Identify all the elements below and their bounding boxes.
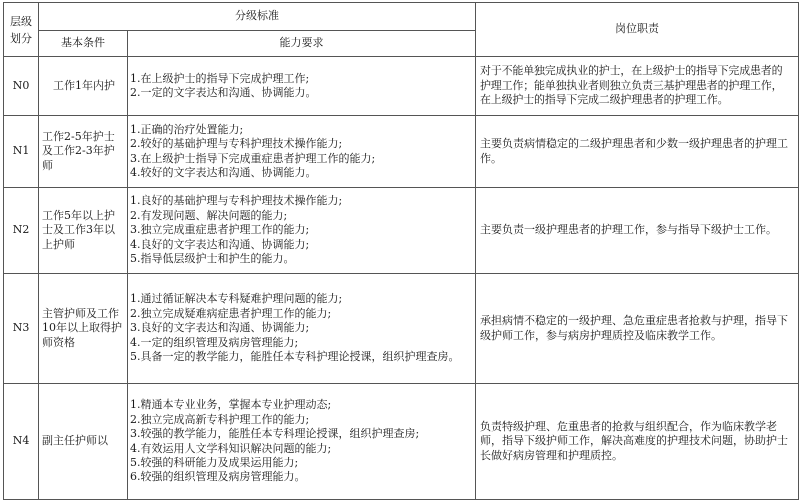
table-row: [4, 116, 799, 188]
ability-item: 1.精通本专业业务，掌握本专业护理动态;: [130, 398, 332, 412]
ability-item: 2.有发现问题、解决问题的能力;: [130, 208, 288, 222]
level-header-text: 层级划分: [10, 14, 32, 45]
ability-item: 3.良好的文字表达和沟通、协调能力;: [130, 321, 310, 335]
level-cell: N1: [4, 116, 39, 188]
level-cell: N3: [4, 274, 39, 384]
ability-item: 1.通过循证解决本专科疑难护理问题的能力;: [130, 292, 343, 306]
ability-item: 4.一定的组织管理及病房管理能力;: [130, 335, 299, 349]
ability-cell: [128, 188, 476, 274]
ability-item: 1.正确的治疗处置能力;: [130, 122, 244, 136]
duty-cell: 主要负责病情稳定的二级护理患者和少数一级护理患者的护理工作。: [476, 116, 799, 188]
ability-item: 2.独立完成疑难病症患者护理工作的能力;: [130, 306, 332, 320]
basic-condition-cell: 工作2-5年护士及工作2-3年护师: [39, 116, 128, 188]
ability-item: 2.独立完成高新专科护理工作的能力;: [130, 412, 310, 426]
ability-item: 2.较好的基础护理与专科护理技术操作能力;: [130, 137, 343, 151]
ability-item: 5.具备一定的教学能力，能胜任本专科护理论授课，组织护理查房。: [130, 350, 460, 364]
duty-cell: 对于不能单独完成执业的护士，在上级护士的指导下完成患者的护理工作；能单独执业者则独立负责三基护理患者的护理工作，在上级护士的指导下完成二级护理患者的护理工作。: [476, 57, 799, 116]
basic-condition-cell: 工作1年内护: [39, 57, 128, 116]
ability-cell: [128, 384, 476, 500]
table-row: [4, 57, 799, 116]
ability-item: 5.指导低层级护士和护生的能力。: [130, 252, 295, 266]
grading-standard-header: 分级标准: [39, 3, 476, 31]
level-cell: N0: [4, 57, 39, 116]
duty-cell: 负责特级护理、危重患者的抢救与组织配合，作为临床教学老师，指导下级护师工作，解决高难度的护理技术问题，协助护士长做好病房管理和护理质控。: [476, 384, 799, 500]
ability-item: 4.较好的文字表达和沟通、协调能力。: [130, 165, 317, 179]
duty-cell: 承担病情不稳定的一级护理、急危重症患者抢救与护理，指导下级护师工作，参与病房护理质控及临床教学工作。: [476, 274, 799, 384]
level-cell: N2: [4, 188, 39, 274]
ability-item: 4.良好的文字表达和沟通、协调能力;: [130, 237, 310, 251]
ability-item: 1.良好的基础护理与专科护理技术操作能力;: [130, 194, 343, 208]
ability-item: 3.较强的教学能力，能胜任本专科理论授课，组织护理查房;: [130, 427, 420, 441]
basic-condition-cell: 副主任护师以: [39, 384, 128, 500]
ability-item: 3.独立完成重症患者护理工作的能力;: [130, 223, 310, 237]
ability-cell: [128, 57, 476, 116]
level-cell: N4: [4, 384, 39, 500]
basic-conditions-header: 基本条件: [39, 31, 128, 57]
basic-condition-cell: 主管护师及工作10年以上取得护师资格: [39, 274, 128, 384]
duty-cell: 主要负责一级护理患者的护理工作，参与指导下级护士工作。: [476, 188, 799, 274]
ability-requirements-header: 能力要求: [128, 31, 476, 57]
level-header: [4, 3, 39, 57]
ability-cell: [128, 116, 476, 188]
ability-item: 3.在上级护士指导下完成重症患者护理工作的能力;: [130, 151, 376, 165]
duties-header: 岗位职责: [476, 3, 799, 57]
ability-cell: [128, 274, 476, 384]
basic-condition-cell: 工作5年以上护士及工作3年以上护师: [39, 188, 128, 274]
nursing-grading-table: [3, 2, 799, 500]
ability-item: 1.在上级护士的指导下完成护理工作;: [130, 71, 310, 85]
table-row: [4, 384, 799, 500]
ability-item: 4.有效运用人文学科知识解决问题的能力;: [130, 441, 332, 455]
ability-item: 2.一定的文字表达和沟通、协调能力。: [130, 86, 317, 99]
table-row: [4, 188, 799, 274]
ability-item: 6.较强的组织管理及病房管理能力。: [130, 470, 306, 484]
ability-item: 5.较强的科研能力及成果运用能力;: [130, 455, 299, 469]
table-row: [4, 274, 799, 384]
